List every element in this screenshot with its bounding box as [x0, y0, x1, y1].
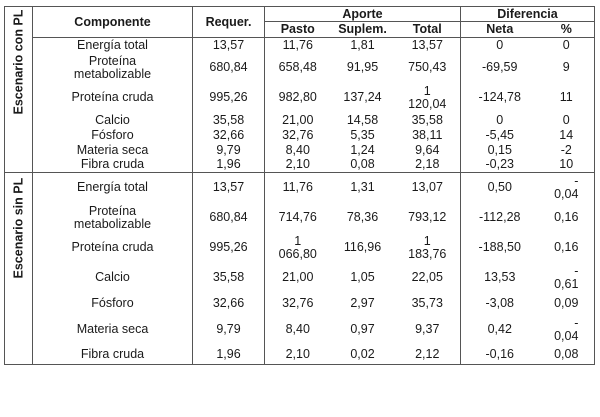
table-row — [5, 293, 595, 315]
suplem-cell — [331, 158, 395, 173]
requirement-cell-text: 9,79 — [216, 322, 241, 336]
neta-cell — [461, 158, 539, 173]
total-cell-text: 13,07 — [411, 180, 443, 195]
suplem-cell-text: 2,97 — [350, 296, 375, 310]
neta-cell-text: 13,53 — [484, 270, 516, 284]
neta-cell — [461, 38, 539, 53]
pct-cell-text: -2 — [560, 142, 572, 157]
suplem-cell — [331, 315, 395, 345]
suplem-cell — [331, 263, 395, 293]
pasto-cell-text: 8,40 — [285, 322, 310, 336]
pasto-cell — [265, 345, 331, 365]
pct-cell — [539, 53, 595, 83]
neta-cell — [461, 83, 539, 113]
total-cell — [395, 128, 461, 143]
requirement-cell-text: 13,57 — [212, 37, 245, 52]
pasto-cell-text: 1 066,80 — [278, 233, 317, 261]
header-diferencia: Diferencia — [461, 7, 595, 22]
neta-cell-text: 0,42 — [487, 322, 512, 336]
requirement-cell — [193, 113, 265, 128]
pct-cell — [539, 233, 595, 263]
suplem-cell-text: 0,02 — [350, 346, 375, 361]
total-cell — [395, 173, 461, 203]
pct-cell — [539, 83, 595, 113]
header-pasto: Pasto — [265, 22, 331, 38]
table-row — [5, 158, 595, 173]
suplem-cell-text: 137,24 — [343, 90, 382, 104]
pct-cell — [539, 38, 595, 53]
requirement-cell-text: 32,66 — [212, 296, 245, 310]
pct-cell — [539, 263, 595, 293]
total-cell — [395, 315, 461, 345]
requirement-cell-text: 1,96 — [216, 157, 241, 172]
pasto-cell — [265, 263, 331, 293]
pasto-cell — [265, 83, 331, 113]
suplem-cell — [331, 38, 395, 53]
component-cell-text: Proteína cruda — [71, 90, 154, 104]
suplem-cell-text: 5,35 — [350, 127, 375, 142]
suplem-cell-text: 78,36 — [346, 210, 379, 224]
total-cell-text: 35,73 — [411, 296, 443, 310]
scenario-label-text: Escenario sin PL — [11, 177, 25, 279]
pasto-cell — [265, 38, 331, 53]
suplem-cell — [331, 128, 395, 143]
requirement-cell — [193, 203, 265, 233]
suplem-cell-text: 91,95 — [346, 60, 379, 74]
pct-cell — [539, 173, 595, 203]
neta-cell-text: -5,45 — [485, 127, 514, 142]
total-cell — [395, 158, 461, 173]
neta-cell-text: 0,50 — [487, 180, 512, 195]
pct-cell-text: 14 — [559, 127, 574, 142]
pct-cell-text: - 0,04 — [554, 173, 579, 201]
header-neta: Neta — [461, 22, 539, 38]
requirement-cell — [193, 158, 265, 173]
suplem-cell-text: 116,96 — [343, 240, 382, 254]
neta-cell-text: -188,50 — [478, 240, 521, 254]
component-cell — [33, 345, 193, 365]
neta-cell — [461, 315, 539, 345]
requirement-cell — [193, 38, 265, 53]
pasto-cell — [265, 203, 331, 233]
total-cell-text: 35,58 — [411, 112, 443, 127]
component-cell — [33, 53, 193, 83]
requirement-cell-text: 35,58 — [212, 112, 245, 127]
suplem-cell — [331, 233, 395, 263]
pct-cell — [539, 293, 595, 315]
pasto-cell — [265, 315, 331, 345]
suplem-cell-text: 0,08 — [350, 157, 375, 172]
table-row — [5, 53, 595, 83]
pasto-cell — [265, 143, 331, 158]
suplem-cell-text: 1,81 — [350, 37, 375, 52]
nutrient-balance-table — [4, 6, 595, 365]
component-cell-text: Fósforo — [91, 296, 134, 310]
header-total: Total — [395, 22, 461, 38]
requirement-cell — [193, 83, 265, 113]
neta-cell — [461, 293, 539, 315]
total-cell — [395, 233, 461, 263]
component-cell — [33, 113, 193, 128]
scenario-sin-pl-group — [5, 173, 595, 365]
total-cell-text: 13,57 — [411, 37, 443, 52]
suplem-cell-text: 1,24 — [350, 142, 375, 157]
requirement-cell-text: 995,26 — [209, 90, 248, 104]
suplem-cell — [331, 113, 395, 128]
pct-cell — [539, 143, 595, 158]
component-cell — [33, 233, 193, 263]
pct-cell-text: - 0,04 — [554, 315, 579, 343]
component-cell — [33, 263, 193, 293]
pct-cell-text: 9 — [562, 60, 570, 74]
table-row — [5, 203, 595, 233]
suplem-cell-text: 0,97 — [350, 322, 375, 336]
pasto-cell-text: 2,10 — [285, 346, 310, 361]
scenario-label-con-pl — [5, 9, 33, 173]
requirement-cell — [193, 233, 265, 263]
table-row — [5, 263, 595, 293]
pasto-cell — [265, 293, 331, 315]
component-cell-text: Proteína metabolizable — [73, 203, 152, 231]
total-cell — [395, 203, 461, 233]
pasto-cell-text: 11,76 — [282, 180, 313, 195]
requirement-cell — [193, 173, 265, 203]
total-cell-text: 38,11 — [412, 127, 443, 142]
pct-cell — [539, 345, 595, 365]
pct-cell — [539, 158, 595, 173]
pct-cell-text: 0 — [562, 37, 570, 52]
neta-cell — [461, 203, 539, 233]
neta-cell-text: 0 — [496, 37, 504, 52]
pasto-cell-text: 21,00 — [282, 270, 314, 284]
pasto-cell-text: 658,48 — [278, 60, 317, 74]
pasto-cell-text: 714,76 — [278, 210, 317, 224]
total-cell-text: 2,12 — [415, 346, 440, 361]
pct-cell-text: 0,16 — [554, 210, 579, 224]
neta-cell-text: -124,78 — [478, 90, 521, 104]
suplem-cell-text: 14,58 — [346, 112, 379, 127]
total-cell — [395, 113, 461, 128]
requirement-cell — [193, 128, 265, 143]
requirement-cell — [193, 293, 265, 315]
pct-cell-text: 0,08 — [554, 346, 579, 361]
total-cell-text: 2,18 — [415, 157, 440, 172]
neta-cell-text: 0,15 — [487, 142, 512, 157]
pct-cell-text: 0 — [562, 112, 570, 127]
component-cell — [33, 83, 193, 113]
requirement-cell — [193, 143, 265, 158]
suplem-cell — [331, 345, 395, 365]
pct-cell-text: 0,09 — [554, 296, 579, 310]
requirement-cell — [193, 53, 265, 83]
pasto-cell — [265, 158, 331, 173]
suplem-cell — [331, 173, 395, 203]
neta-cell-text: -0,16 — [485, 346, 514, 361]
total-cell — [395, 38, 461, 53]
neta-cell — [461, 113, 539, 128]
total-cell-text: 1 120,04 — [408, 83, 447, 111]
table-row — [5, 315, 595, 345]
pasto-cell-text: 21,00 — [282, 112, 314, 127]
pasto-cell-text: 32,76 — [282, 127, 314, 142]
component-cell-text: Fibra cruda — [80, 157, 145, 172]
pasto-cell — [265, 128, 331, 143]
pct-cell-text: - 0,61 — [554, 263, 579, 291]
pasto-cell-text: 32,76 — [282, 296, 314, 310]
scenario-label-sin-pl — [5, 173, 33, 365]
component-cell-text: Fósforo — [91, 127, 134, 142]
neta-cell — [461, 128, 539, 143]
header-pct: % — [539, 22, 595, 38]
total-cell — [395, 345, 461, 365]
component-cell-text: Energía total — [77, 37, 148, 52]
total-cell-text: 793,12 — [408, 210, 447, 224]
suplem-cell — [331, 203, 395, 233]
table-row — [5, 38, 595, 53]
total-cell-text: 9,64 — [415, 142, 440, 157]
component-cell — [33, 128, 193, 143]
total-cell-text: 1 183,76 — [408, 233, 447, 261]
component-cell — [33, 158, 193, 173]
table-row — [5, 83, 595, 113]
neta-cell — [461, 173, 539, 203]
component-cell — [33, 143, 193, 158]
header-requer: Requer. — [193, 7, 265, 38]
neta-cell — [461, 233, 539, 263]
component-cell-text: Energía total — [77, 180, 148, 195]
header-suplem: Suplem. — [331, 22, 395, 38]
requirement-cell-text: 9,79 — [216, 142, 241, 157]
component-cell — [33, 173, 193, 203]
component-cell-text: Proteína cruda — [71, 240, 154, 254]
requirement-cell-text: 680,84 — [209, 60, 248, 74]
suplem-cell — [331, 293, 395, 315]
component-cell-text: Calcio — [95, 112, 130, 127]
component-cell — [33, 203, 193, 233]
total-cell — [395, 293, 461, 315]
total-cell-text: 22,05 — [411, 270, 443, 284]
suplem-cell — [331, 53, 395, 83]
requirement-cell — [193, 315, 265, 345]
component-cell — [33, 293, 193, 315]
pct-cell — [539, 203, 595, 233]
table-row — [5, 128, 595, 143]
component-cell — [33, 38, 193, 53]
neta-cell — [461, 345, 539, 365]
neta-cell-text: -3,08 — [485, 296, 514, 310]
neta-cell-text: -112,28 — [479, 210, 521, 224]
suplem-cell-text: 1,31 — [350, 180, 375, 195]
pct-cell — [539, 315, 595, 345]
total-cell — [395, 263, 461, 293]
suplem-cell — [331, 143, 395, 158]
total-cell — [395, 143, 461, 158]
neta-cell — [461, 53, 539, 83]
requirement-cell-text: 13,57 — [212, 180, 245, 195]
table-row — [5, 345, 595, 365]
pct-cell-text: 11 — [559, 90, 573, 104]
table-row — [5, 173, 595, 203]
pct-cell-text: 0,16 — [554, 240, 579, 254]
requirement-cell-text: 35,58 — [212, 270, 245, 284]
neta-cell-text: 0 — [496, 112, 504, 127]
component-cell-text: Calcio — [95, 270, 130, 284]
requirement-cell — [193, 345, 265, 365]
pasto-cell — [265, 233, 331, 263]
table-header — [5, 7, 595, 38]
component-cell-text: Materia seca — [76, 142, 149, 157]
neta-cell-text: -69,59 — [482, 60, 518, 74]
pct-cell — [539, 128, 595, 143]
pasto-cell-text: 982,80 — [278, 90, 317, 104]
requirement-cell-text: 32,66 — [212, 127, 245, 142]
total-cell — [395, 53, 461, 83]
pasto-cell — [265, 173, 331, 203]
suplem-cell-text: 1,05 — [350, 270, 375, 284]
table-row — [5, 113, 595, 128]
pasto-cell-text: 8,40 — [285, 142, 310, 157]
component-cell-text: Fibra cruda — [80, 346, 145, 361]
neta-cell — [461, 143, 539, 158]
neta-cell — [461, 263, 539, 293]
requirement-cell-text: 680,84 — [209, 210, 248, 224]
pasto-cell-text: 2,10 — [285, 157, 310, 172]
component-cell — [33, 315, 193, 345]
table-row — [5, 233, 595, 263]
component-cell-text: Proteína metabolizable — [73, 53, 152, 81]
pasto-cell — [265, 113, 331, 128]
neta-cell-text: -0,23 — [485, 157, 514, 172]
pasto-cell — [265, 53, 331, 83]
table-row — [5, 143, 595, 158]
suplem-cell — [331, 83, 395, 113]
scenario-label-text: Escenario con PL — [11, 9, 25, 115]
pct-cell-text: 10 — [559, 157, 574, 172]
requirement-cell-text: 1,96 — [216, 346, 241, 361]
requirement-cell — [193, 263, 265, 293]
header-aporte: Aporte — [265, 7, 461, 22]
pasto-cell-text: 11,76 — [282, 37, 313, 52]
component-cell-text: Materia seca — [76, 322, 149, 336]
requirement-cell-text: 995,26 — [209, 240, 248, 254]
total-cell — [395, 83, 461, 113]
total-cell-text: 750,43 — [408, 60, 447, 74]
pct-cell — [539, 113, 595, 128]
total-cell-text: 9,37 — [415, 322, 440, 336]
header-componente: Componente — [33, 7, 193, 38]
